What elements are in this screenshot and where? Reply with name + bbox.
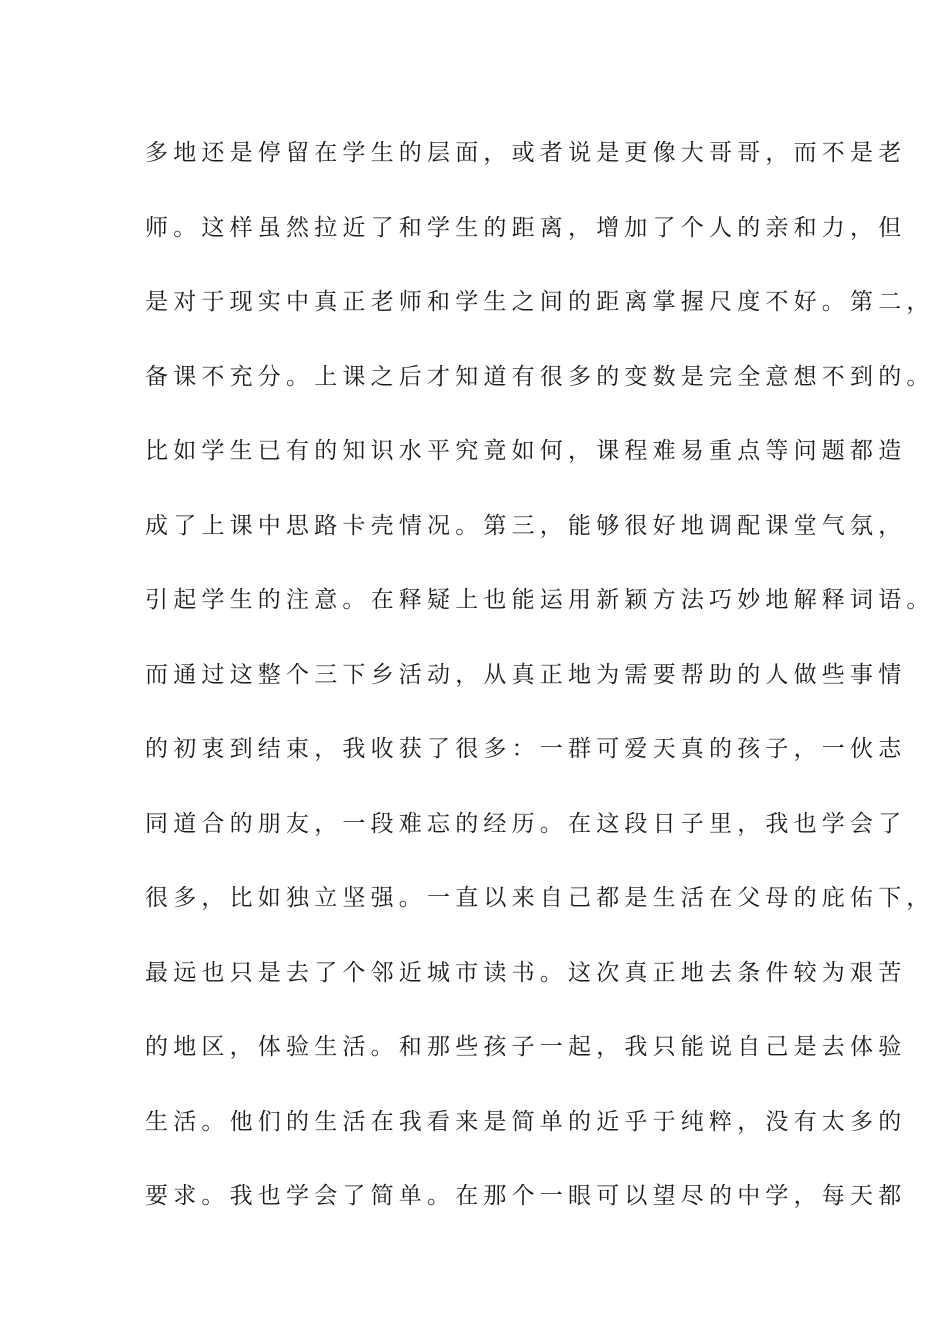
- text-line: 生活。他们的生活在我看来是简单的近乎于纯粹，没有太多的: [145, 1108, 907, 1135]
- text-line: 同道合的朋友，一段难忘的经历。在这段日子里，我也学会了: [145, 810, 907, 837]
- text-line: 比如学生已有的知识水平究竟如何，课程难易重点等问题都造: [145, 438, 907, 464]
- text-line: 师。这样虽然拉近了和学生的距离，增加了个人的亲和力，但: [145, 214, 907, 241]
- text-line: 多地还是停留在学生的层面，或者说是更像大哥哥，而不是老: [145, 140, 907, 166]
- text-line: 成了上课中思路卡壳情况。第三，能够很好地调配课堂气氛，: [145, 512, 907, 539]
- text-line: 要求。我也学会了简单。在那个一眼可以望尽的中学，每天都: [145, 1183, 907, 1209]
- text-line: 备课不充分。上课之后才知道有很多的变数是完全意想不到的。: [145, 363, 935, 390]
- text-line: 而通过这整个三下乡活动，从真正地为需要帮助的人做些事情: [145, 661, 907, 688]
- text-line: 最远也只是去了个邻近城市读书。这次真正地去条件较为艰苦: [145, 959, 907, 986]
- text-line: 的地区，体验生活。和那些孩子一起，我只能说自己是去体验: [145, 1034, 907, 1060]
- text-line: 引起学生的注意。在释疑上也能运用新颖方法巧妙地解释词语。: [145, 587, 935, 613]
- text-line: 是对于现实中真正老师和学生之间的距离掌握尺度不好。第二，: [145, 289, 935, 315]
- body-text: [145, 133, 935, 1251]
- text-line: 的初衷到结束，我收获了很多：一群可爱天真的孩子，一伙志: [145, 736, 907, 762]
- text-line: 很多，比如独立坚强。一直以来自己都是生活在父母的庇佑下，: [145, 885, 935, 911]
